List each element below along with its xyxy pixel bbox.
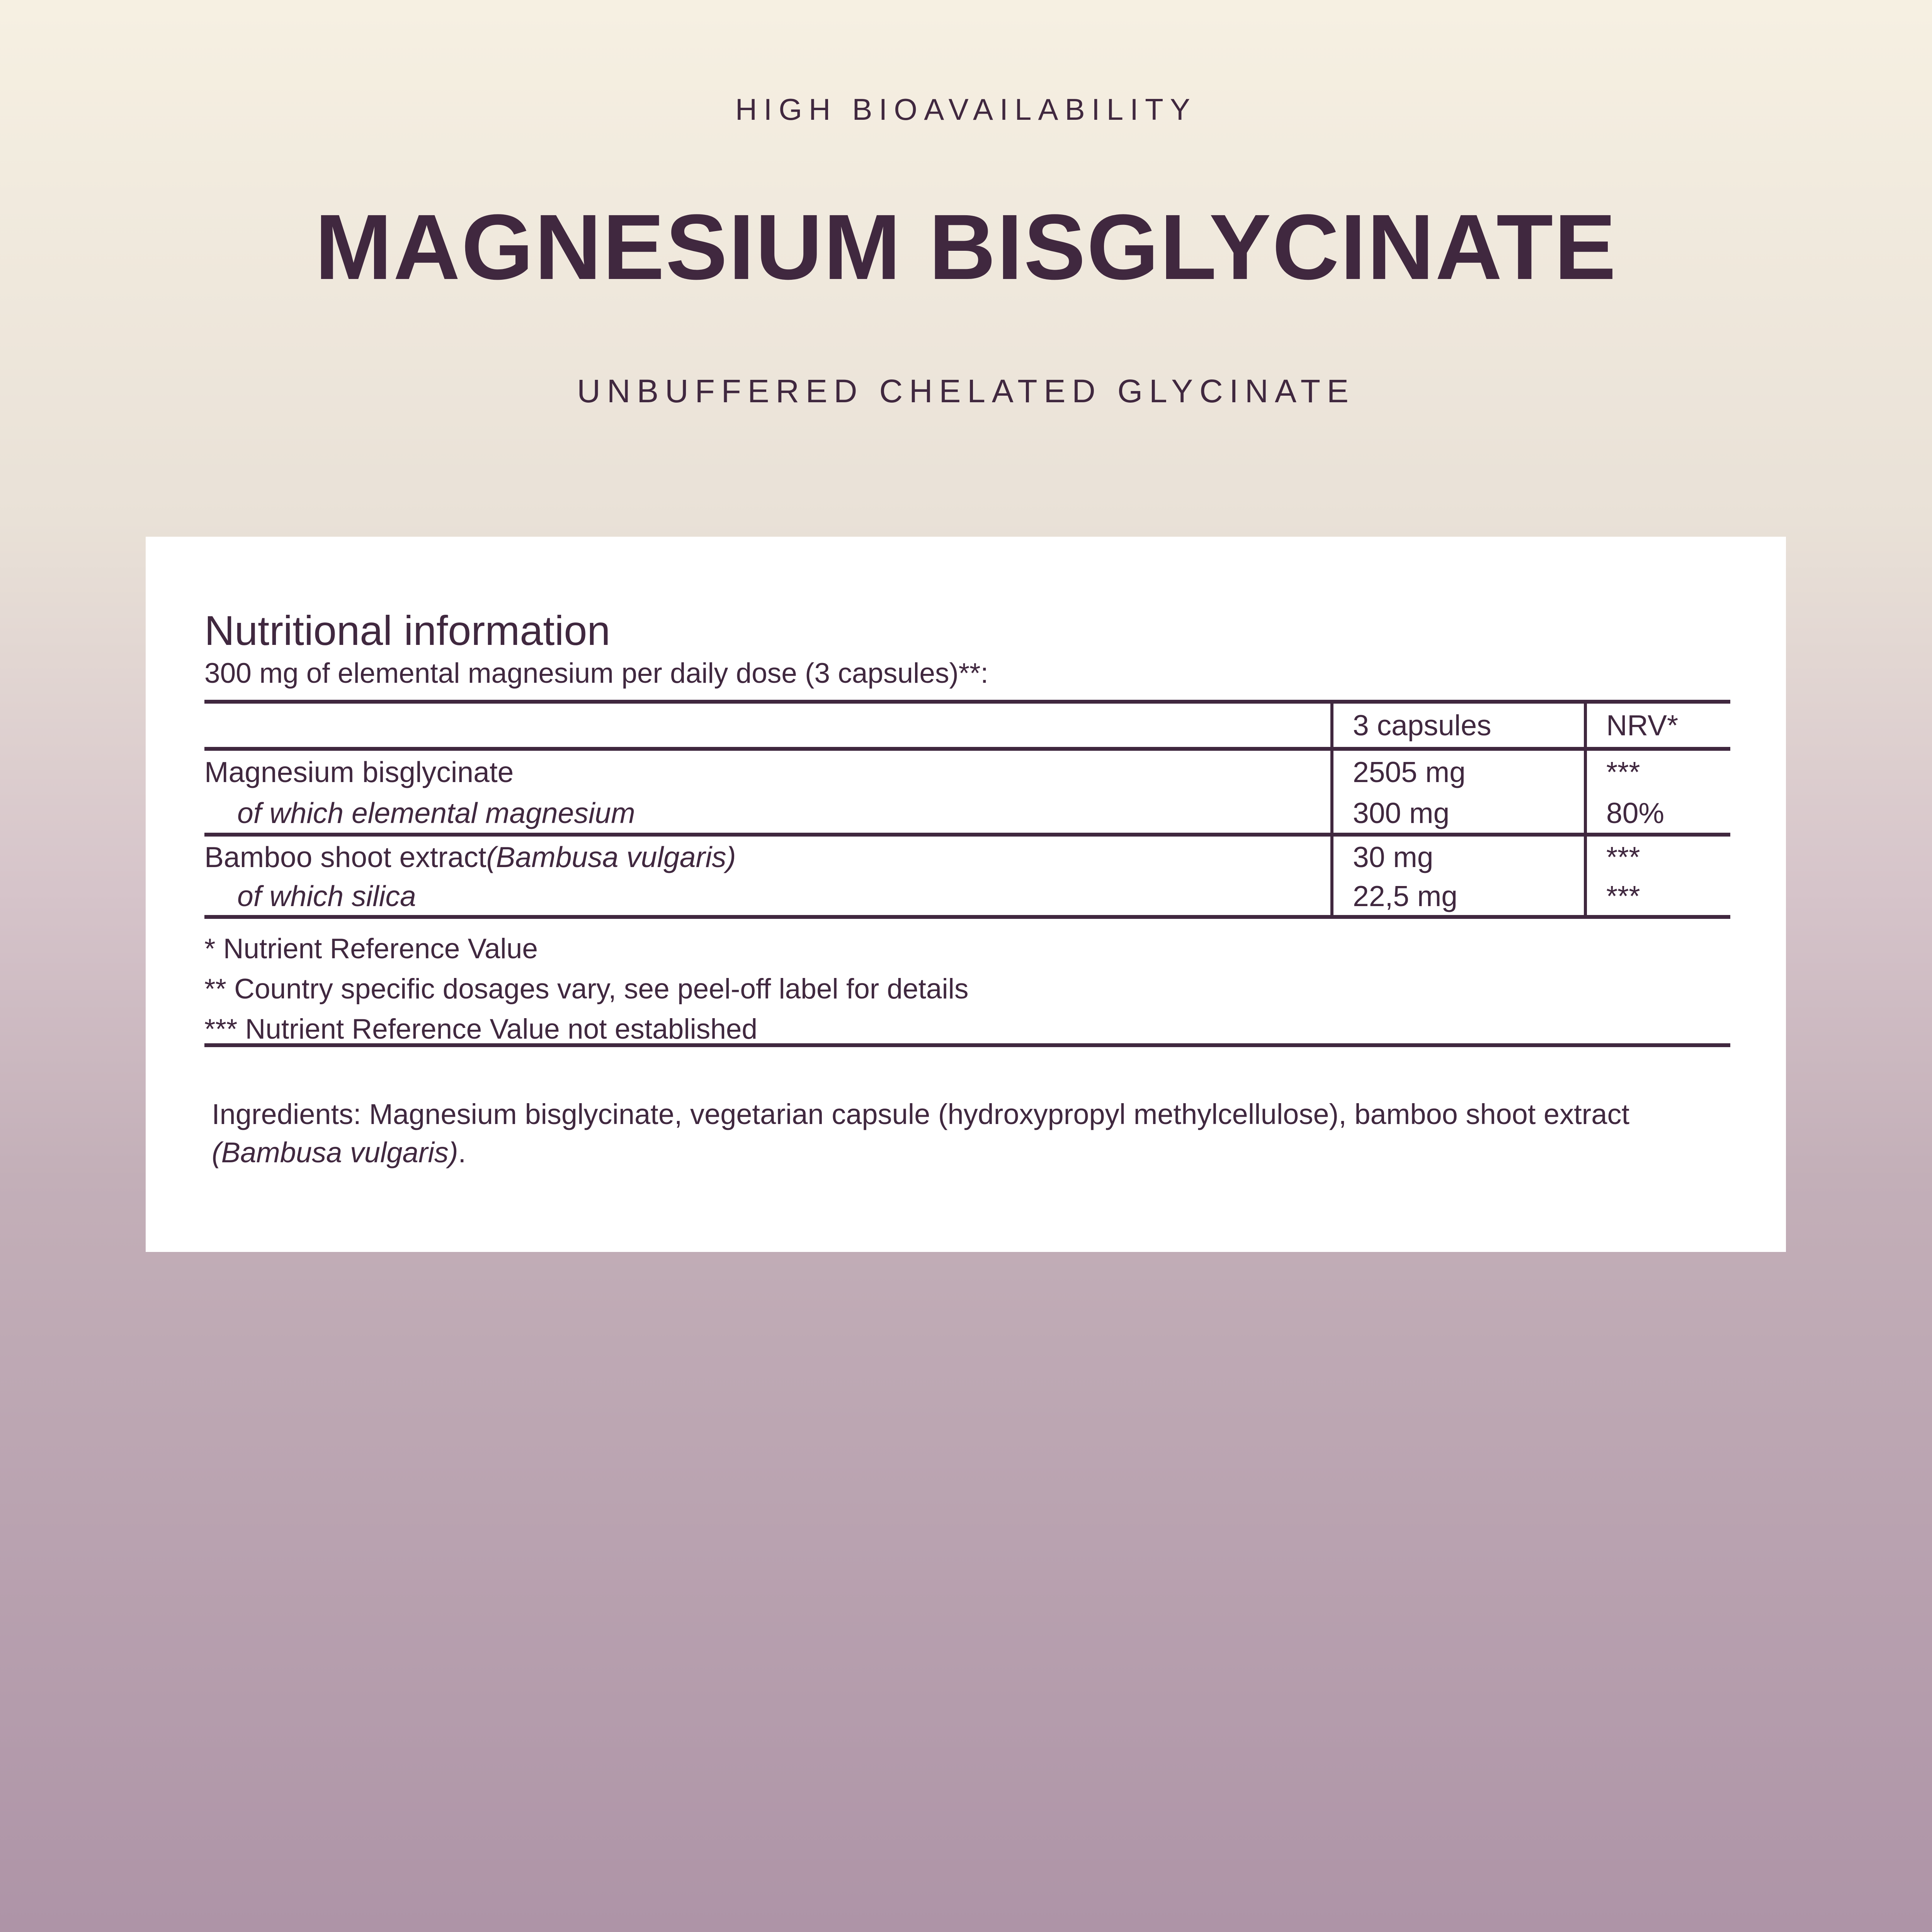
table-row-name (204, 751, 1330, 793)
nutrition-table (204, 700, 1730, 1047)
table-row-amount: 22,5 mg (1330, 877, 1584, 919)
nutrition-heading: Nutritional information (204, 607, 611, 654)
table-row-nrv: *** (1584, 837, 1730, 877)
table-header-nrv: NRV* (1584, 704, 1730, 751)
nutrition-card (146, 537, 1786, 1252)
table-row-amount: 2505 mg (1330, 751, 1584, 793)
table-footnotes (204, 919, 1730, 1047)
ingredients-species: (Bambusa vulgaris) (212, 1136, 458, 1168)
table-row-name (204, 837, 1330, 877)
row-name-italic: of which silica (237, 880, 416, 912)
hero-section (0, 0, 1932, 410)
table-header-blank (204, 704, 1330, 751)
table-row-amount: 30 mg (1330, 837, 1584, 877)
table-row-name (204, 877, 1330, 919)
ingredients-text (212, 1095, 1726, 1172)
ingredients-prefix: Ingredients: Magnesium bisglycinate, vegetarian capsule (hydroxypropyl methylcellulose), bamboo shoot extract (212, 1098, 1629, 1130)
dose-line: 300 mg of elemental magnesium per daily dose (3 capsules)**: (204, 658, 988, 689)
footnote-nrv: * Nutrient Reference Value (204, 933, 538, 964)
ingredients-suffix: . (458, 1136, 466, 1168)
table-row-amount: 300 mg (1330, 793, 1584, 837)
product-title: MAGNESIUM BISGLYCINATE (315, 195, 1617, 299)
row-name-text: Magnesium bisglycinate (204, 756, 514, 788)
table-row-nrv: 80% (1584, 793, 1730, 837)
table-row-nrv: *** (1584, 877, 1730, 919)
row-name-italic: of which elemental magnesium (237, 797, 635, 829)
footnote-not-established: *** Nutrient Reference Value not established (204, 1014, 758, 1045)
table-row-name (204, 793, 1330, 837)
table-header-capsules: 3 capsules (1330, 704, 1584, 751)
eyebrow-text: HIGH BIOAVAILABILITY (735, 92, 1197, 126)
row-name-italic: (Bambusa vulgaris) (486, 840, 736, 873)
table-row-nrv: *** (1584, 751, 1730, 793)
footnote-dosage: ** Country specific dosages vary, see peel-off label for details (204, 973, 969, 1005)
row-name-text: Bamboo shoot extract (204, 840, 486, 873)
product-subtitle: UNBUFFERED CHELATED GLYCINATE (577, 373, 1355, 409)
